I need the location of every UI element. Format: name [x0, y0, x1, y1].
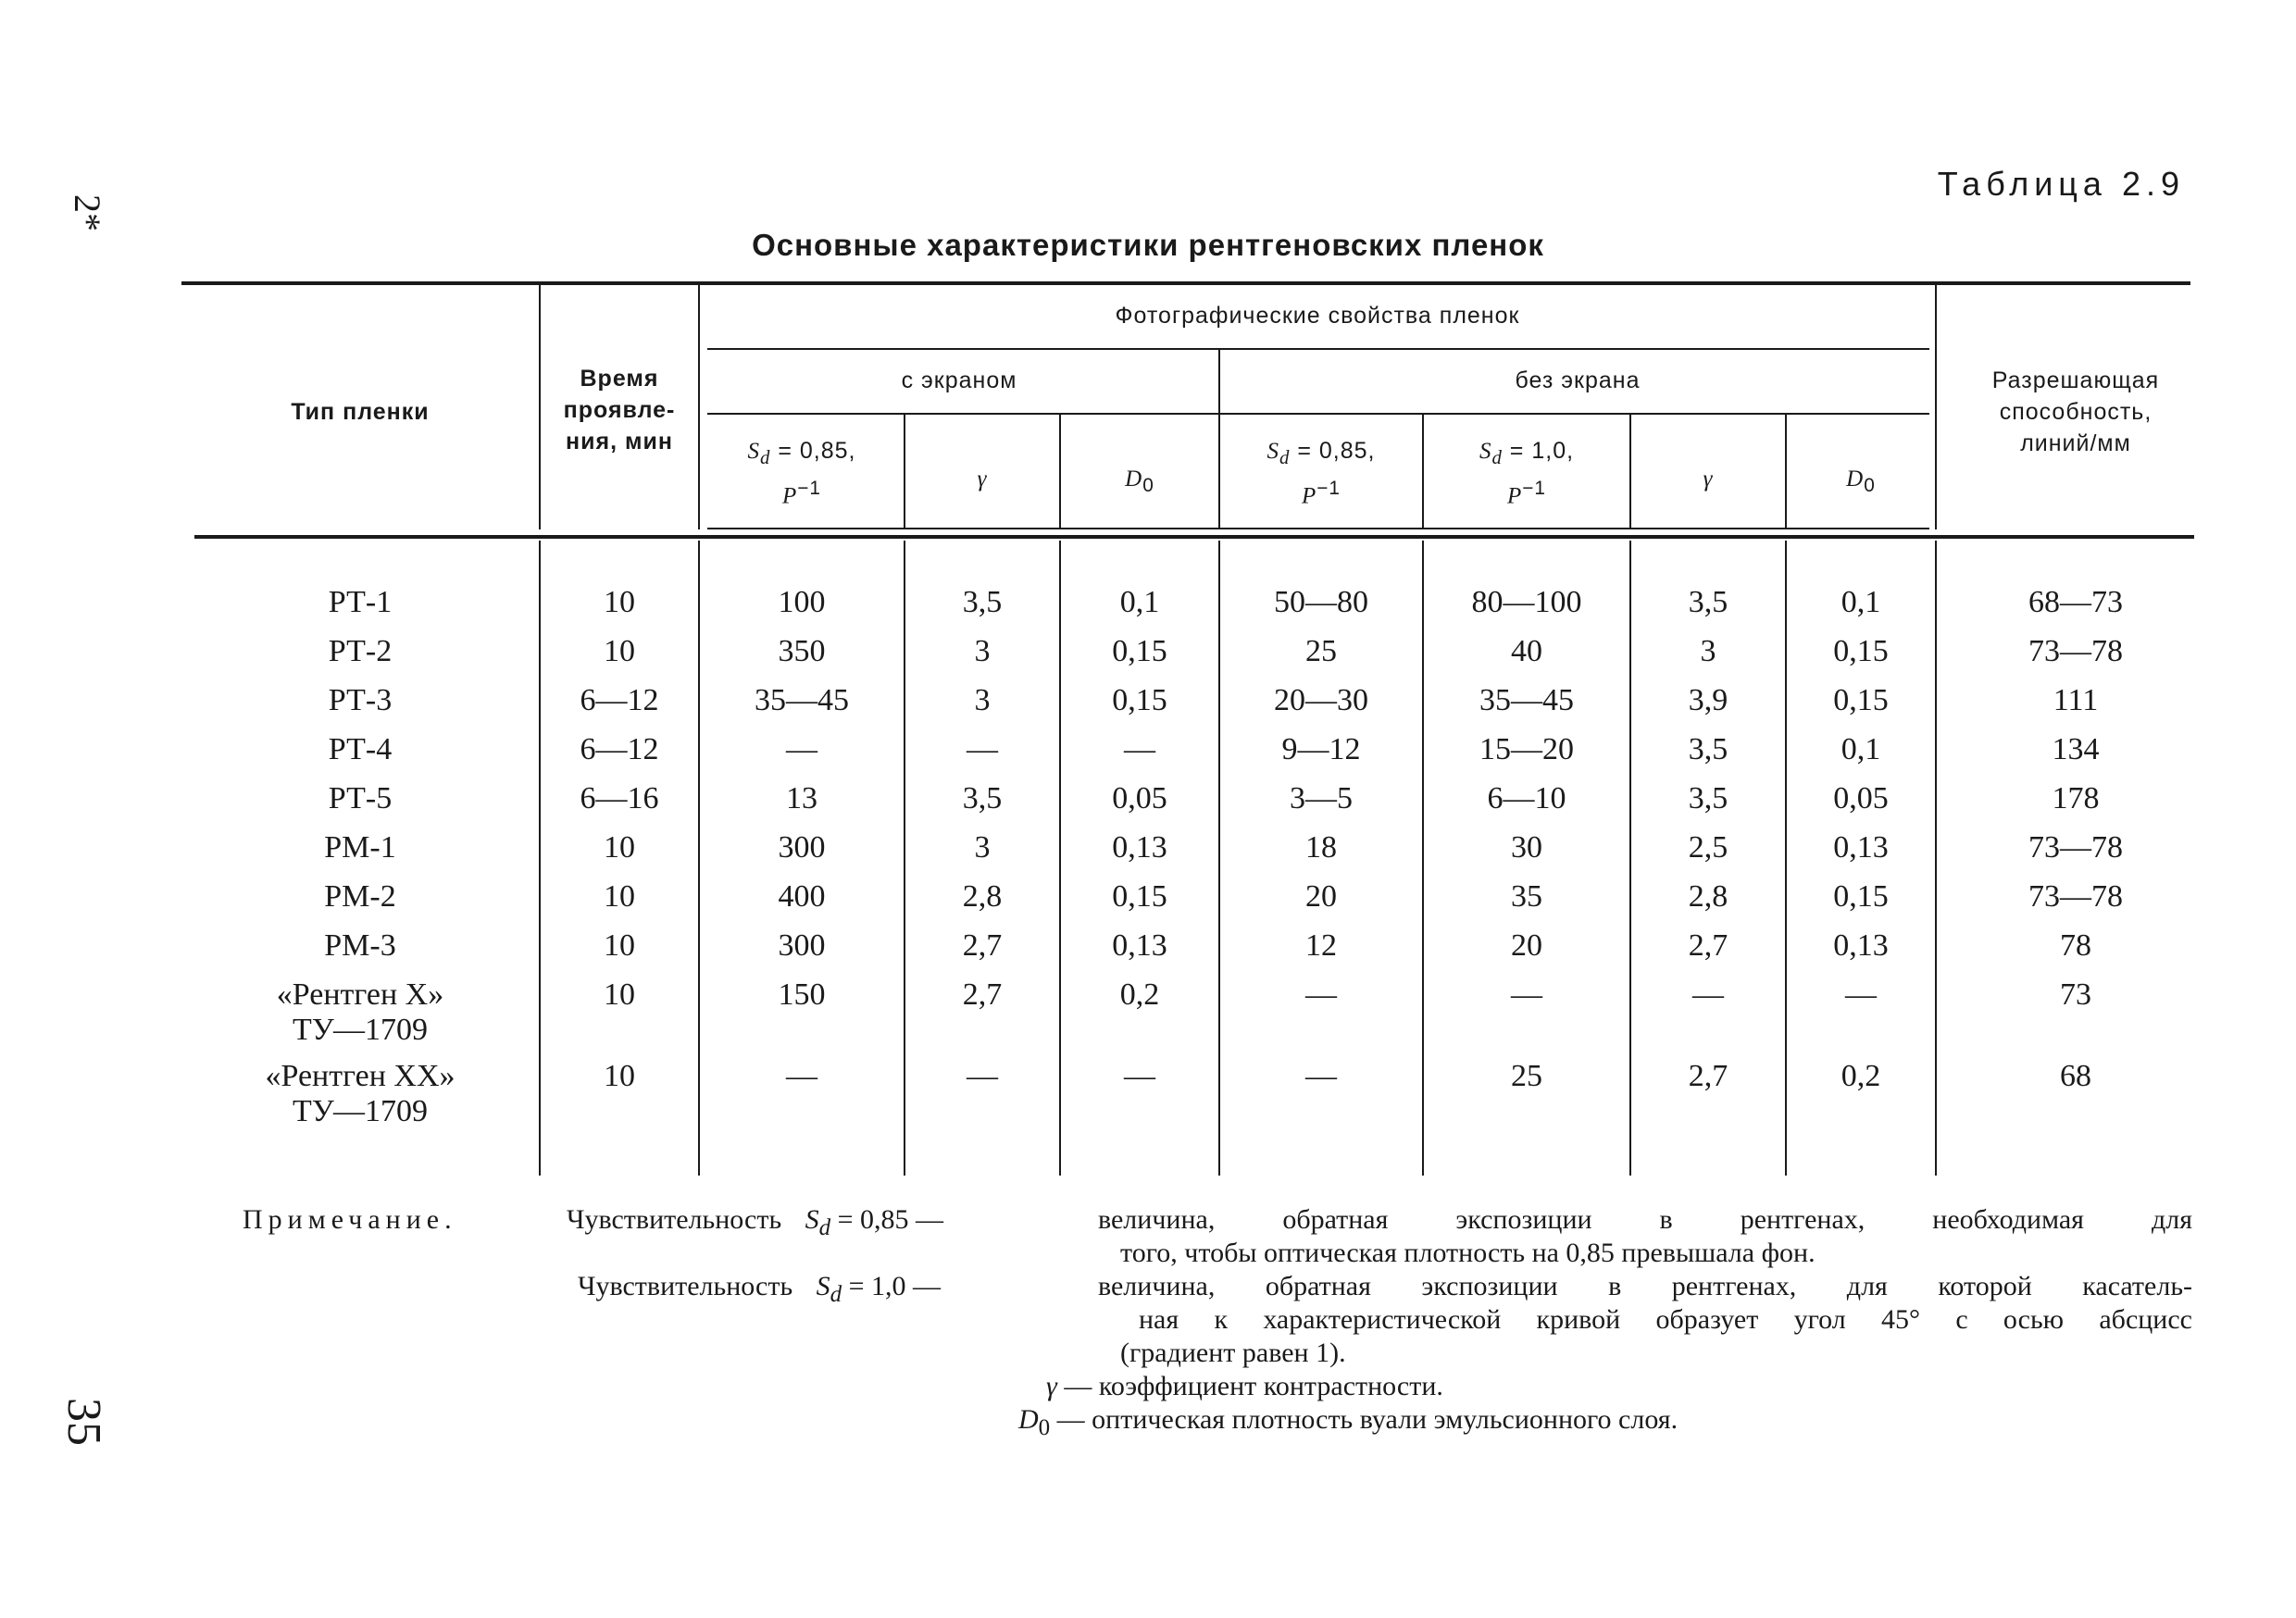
header-photo-props: Фотографические свойства пленок [1115, 303, 1520, 329]
header-film-type: Тип пленки [291, 399, 430, 425]
cell-dev-time: 10 [604, 977, 635, 1012]
cell-d0-noscreen: 0,13 [1833, 928, 1889, 963]
cell-sd085-noscreen: 25 [1305, 634, 1337, 668]
cell-d0-noscreen: 0,1 [1841, 585, 1881, 619]
cell-film-type: «Рентген X» ТУ—1709 [276, 977, 444, 1047]
cell-sd10-noscreen: 20 [1511, 928, 1542, 963]
cell-d0-screen: 0,13 [1112, 830, 1167, 865]
cell-gamma-noscreen: 2,8 [1688, 879, 1728, 914]
table-title: Основные характеристики рентгеновских пленок [752, 228, 1544, 262]
cell-sd10-noscreen: 6—10 [1487, 781, 1566, 815]
cell-sd085-noscreen: 12 [1305, 928, 1337, 963]
note-line-3: величина, обратная экспозиции в рентгенах, для которой касатель- [1098, 1271, 2192, 1301]
cell-dev-time: 10 [604, 928, 635, 963]
cell-gamma-noscreen: 3 [1700, 634, 1716, 668]
cell-gamma-screen: 2,7 [962, 928, 1003, 963]
cell-d0-screen: — [1124, 1059, 1155, 1093]
cell-sd10-noscreen: 40 [1511, 634, 1542, 668]
cell-sd085-noscreen: — [1305, 977, 1337, 1012]
cell-dev-time: 10 [604, 1059, 635, 1093]
header-d0-noscreen: $D_0$ [1846, 467, 1876, 496]
cell-gamma-noscreen: 2,5 [1688, 830, 1728, 865]
note-line-6: γ — коэффициент контрастности. [1046, 1371, 1443, 1401]
cell-resolution: 73—78 [2028, 634, 2123, 668]
cell-film-type: РТ-1 [328, 585, 393, 619]
header-dev-time: Время проявле- ния, мин [563, 366, 676, 454]
cell-gamma-noscreen: 3,5 [1688, 781, 1728, 815]
cell-film-type: РТ-3 [328, 683, 393, 717]
cell-sd085-screen: — [786, 1059, 817, 1093]
cell-sd085-screen: 13 [786, 781, 817, 815]
cell-gamma-screen: — [967, 1059, 998, 1093]
cell-resolution: 73 [2060, 977, 2091, 1012]
cell-gamma-noscreen: 2,7 [1688, 1059, 1728, 1093]
cell-d0-noscreen: 0,05 [1833, 781, 1889, 815]
note-sd085-term: Чувствительность $S_d = 0,85$ — [567, 1204, 944, 1240]
note-label: Примечание. [243, 1204, 457, 1235]
cell-sd085-noscreen: 20—30 [1274, 683, 1368, 717]
cell-resolution: 73—78 [2028, 879, 2123, 914]
cell-dev-time: 6—16 [580, 781, 659, 815]
cell-d0-noscreen: 0,1 [1841, 732, 1881, 766]
cell-sd085-screen: 35—45 [755, 683, 849, 717]
cell-film-type: «Рентген XX» ТУ—1709 [265, 1059, 455, 1128]
cell-sd085-screen: 100 [778, 585, 826, 619]
cell-sd085-screen: 350 [778, 634, 826, 668]
header-bottom-rule [194, 535, 2194, 539]
cell-sd10-noscreen: — [1511, 977, 1542, 1012]
note-line-5: (градиент равен 1). [1120, 1338, 1346, 1368]
note-line-4: ная к характеристической кривой образует угол 45° с осью абсцисс [1139, 1304, 2192, 1335]
cell-resolution: 68—73 [2028, 585, 2123, 619]
cell-gamma-screen: 3,5 [962, 781, 1003, 815]
cell-film-type: РМ-1 [324, 830, 396, 865]
cell-d0-screen: 0,2 [1119, 977, 1160, 1012]
cell-sd085-screen: 300 [778, 928, 826, 963]
cell-sd085-noscreen: 50—80 [1274, 585, 1368, 619]
cell-gamma-noscreen: 3,5 [1688, 732, 1728, 766]
cell-sd085-noscreen: 3—5 [1290, 781, 1353, 815]
cell-sd085-noscreen: 18 [1305, 830, 1337, 865]
note-line-2: того, чтобы оптическая плотность на 0,85 превышала фон. [1120, 1238, 1816, 1268]
cell-resolution: 134 [2052, 732, 2100, 766]
cell-resolution: 68 [2060, 1059, 2091, 1093]
cell-d0-screen: 0,1 [1119, 585, 1160, 619]
cell-film-type: РТ-4 [328, 732, 393, 766]
cell-sd085-screen: 400 [778, 879, 826, 914]
cell-dev-time: 6—12 [580, 732, 659, 766]
cell-film-type: РМ-2 [324, 879, 396, 914]
note-line-7: $D_0$ — оптическая плотность вуали эмульсионного слоя. [1018, 1404, 1678, 1440]
table-top-rule [181, 281, 2190, 285]
cell-dev-time: 10 [604, 830, 635, 865]
header-sd085-noscreen: $S_d = 0,85$, $P^{-1}$ [1267, 438, 1376, 509]
screen-group-rule [707, 413, 1929, 415]
cell-dev-time: 10 [604, 879, 635, 914]
cell-gamma-noscreen: 3,9 [1688, 683, 1728, 717]
header-sd10-noscreen: $S_d = 1,0$, $P^{-1}$ [1479, 438, 1575, 509]
cell-gamma-noscreen: 2,7 [1688, 928, 1728, 963]
cell-d0-screen: — [1124, 732, 1155, 766]
cell-sd085-noscreen: 9—12 [1281, 732, 1361, 766]
cell-sd085-screen: — [786, 732, 817, 766]
subheader-bottom-rule [707, 528, 1929, 529]
margin-signature-mark: 2* [67, 194, 108, 231]
note-sd10-term: Чувствительность $S_d = 1,0$ — [578, 1271, 942, 1307]
header-gamma-screen: γ [977, 467, 988, 492]
cell-d0-screen: 0,05 [1112, 781, 1167, 815]
cell-d0-noscreen: — [1845, 977, 1877, 1012]
table-number: Таблица 2.9 [1937, 165, 2185, 203]
cell-resolution: 78 [2060, 928, 2091, 963]
cell-gamma-screen: 3,5 [962, 585, 1003, 619]
cell-gamma-screen: — [967, 732, 998, 766]
cell-sd085-noscreen: — [1305, 1059, 1337, 1093]
cell-sd10-noscreen: 35—45 [1479, 683, 1574, 717]
cell-gamma-screen: 3 [974, 683, 991, 717]
cell-d0-noscreen: 0,15 [1833, 634, 1889, 668]
cell-d0-noscreen: 0,15 [1833, 683, 1889, 717]
cell-sd10-noscreen: 25 [1511, 1059, 1542, 1093]
cell-sd10-noscreen: 80—100 [1471, 585, 1582, 619]
cell-d0-noscreen: 0,13 [1833, 830, 1889, 865]
cell-resolution: 73—78 [2028, 830, 2123, 865]
cell-sd085-screen: 150 [778, 977, 826, 1012]
header-sd085-screen: $S_d = 0,85$, $P^{-1}$ [747, 438, 856, 509]
cell-gamma-noscreen: — [1692, 977, 1724, 1012]
header-gamma-noscreen: γ [1703, 467, 1714, 492]
cell-d0-screen: 0,13 [1112, 928, 1167, 963]
cell-d0-screen: 0,15 [1112, 879, 1167, 914]
cell-film-type: РТ-2 [328, 634, 393, 668]
cell-sd10-noscreen: 30 [1511, 830, 1542, 865]
photo-props-rule [707, 348, 1929, 350]
cell-sd085-screen: 300 [778, 830, 826, 865]
cell-gamma-screen: 3 [974, 634, 991, 668]
cell-resolution: 111 [2053, 683, 2099, 717]
cell-dev-time: 10 [604, 585, 635, 619]
cell-d0-noscreen: 0,2 [1841, 1059, 1881, 1093]
cell-gamma-screen: 3 [974, 830, 991, 865]
cell-resolution: 178 [2052, 781, 2100, 815]
cell-gamma-screen: 2,8 [962, 879, 1003, 914]
cell-sd10-noscreen: 15—20 [1479, 732, 1574, 766]
cell-gamma-screen: 2,7 [962, 977, 1003, 1012]
cell-d0-screen: 0,15 [1112, 634, 1167, 668]
header-with-screen: с экраном [901, 367, 1017, 393]
cell-d0-noscreen: 0,15 [1833, 879, 1889, 914]
header-d0-screen: $D_0$ [1125, 467, 1154, 496]
cell-sd085-noscreen: 20 [1305, 879, 1337, 914]
header-resolution: Разрешающая способность, линий/мм [1991, 367, 2160, 456]
header-without-screen: без экрана [1515, 367, 1641, 393]
page-number: 35 [57, 1398, 110, 1446]
cell-gamma-noscreen: 3,5 [1688, 585, 1728, 619]
cell-film-type: РМ-3 [324, 928, 396, 963]
cell-dev-time: 6—12 [580, 683, 659, 717]
cell-dev-time: 10 [604, 634, 635, 668]
note-line-1: величина, обратная экспозиции в рентгенах, необходимая для [1098, 1204, 2192, 1235]
cell-sd10-noscreen: 35 [1511, 879, 1542, 914]
cell-film-type: РТ-5 [328, 781, 393, 815]
cell-d0-screen: 0,15 [1112, 683, 1167, 717]
